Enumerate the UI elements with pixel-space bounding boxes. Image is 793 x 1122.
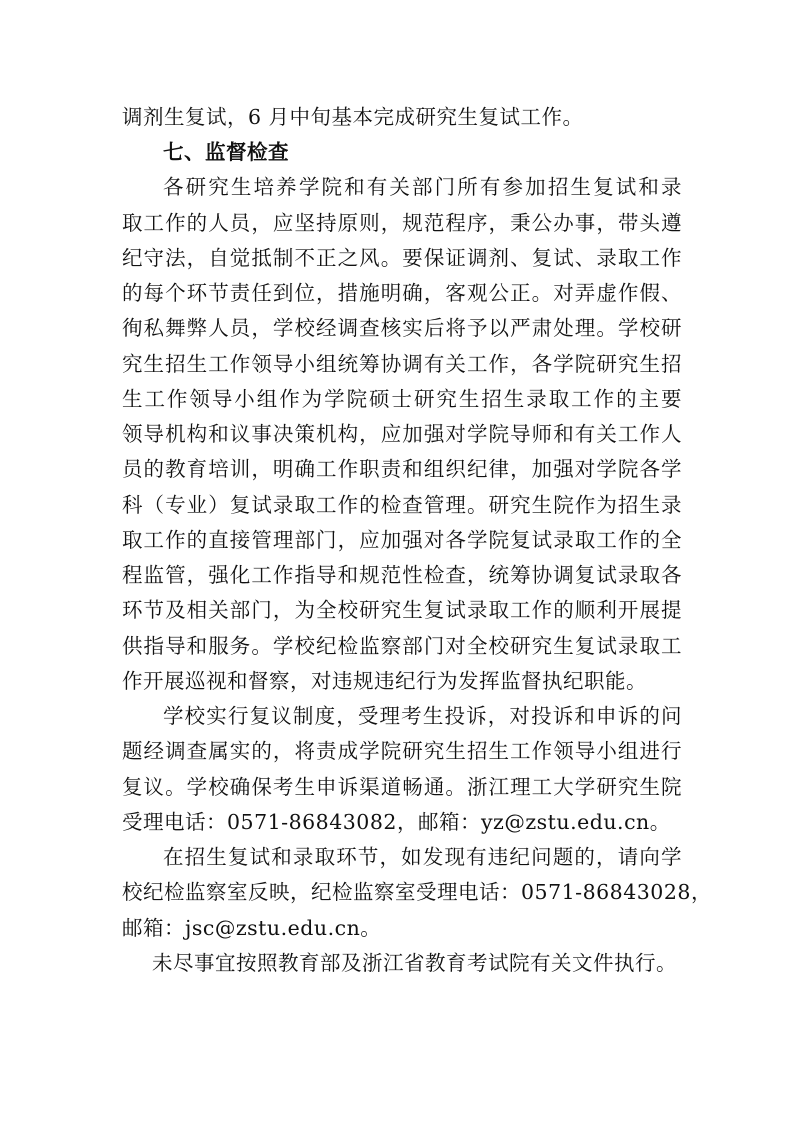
paragraph-line: 领导机构和议事决策机构，应加强对学院导师和有关工作人	[122, 422, 682, 446]
paragraph-line: 供指导和服务。学校纪检监察部门对全校研究生复试录取工	[122, 634, 682, 658]
paragraph-line: 受理电话：0571-86843082，邮箱：yz@zstu.edu.cn。	[122, 810, 671, 834]
paragraph-line: 徇私舞弊人员，学校经调查核实后将予以严肃处理。学校研	[122, 316, 682, 340]
paragraph-line: 环节及相关部门，为全校研究生复试录取工作的顺利开展提	[122, 598, 682, 622]
paragraph-line: 调剂生复试，6 月中旬基本完成研究生复试工作。	[122, 105, 584, 129]
paragraph-line: 员的教育培训，明确工作职责和组织纪律，加强对学院各学	[122, 457, 682, 481]
paragraph-line: 的每个环节责任到位，措施明确，客观公正。对弄虚作假、	[122, 281, 682, 305]
paragraph-line: 作开展巡视和督察，对违规违纪行为发挥监督执纪职能。	[122, 669, 647, 693]
paragraph-line: 取工作的直接管理部门，应加强对各学院复试录取工作的全	[122, 528, 682, 552]
paragraph-line: 科（专业）复试录取工作的检查管理。研究生院作为招生录	[122, 493, 682, 517]
paragraph-line: 程监管，强化工作指导和规范性检查，统筹协调复试录取各	[122, 563, 682, 587]
paragraph-line: 在招生复试和录取环节，如发现有违纪问题的，请向学	[163, 845, 682, 869]
paragraph-line: 校纪检监察室反映，纪检监察室受理电话：0571-86843028，	[122, 880, 712, 904]
section-heading: 七、监督检查	[163, 140, 289, 164]
paragraph-line: 学校实行复议制度，受理考生投诉，对投诉和申诉的问	[163, 704, 682, 728]
paragraph-line: 究生招生工作领导小组统筹协调有关工作，各学院研究生招	[122, 352, 682, 376]
paragraph-line: 取工作的人员，应坚持原则，规范程序，秉公办事，带头遵	[122, 211, 682, 235]
paragraph-line: 复议。学校确保考生申诉渠道畅通。浙江理工大学研究生院	[122, 775, 682, 799]
paragraph-line: 各研究生培养学院和有关部门所有参加招生复试和录	[163, 175, 682, 199]
paragraph-line: 生工作领导小组作为学院硕士研究生招生录取工作的主要	[122, 387, 682, 411]
paragraph-line: 纪守法，自觉抵制不正之风。要保证调剂、复试、录取工作	[122, 246, 682, 270]
paragraph-line: 邮箱：jsc@zstu.edu.cn。	[122, 916, 382, 940]
paragraph-line: 题经调查属实的，将责成学院研究生招生工作领导小组进行	[122, 739, 682, 763]
paragraph-line: 未尽事宜按照教育部及浙江省教育考试院有关文件执行。	[152, 951, 677, 975]
